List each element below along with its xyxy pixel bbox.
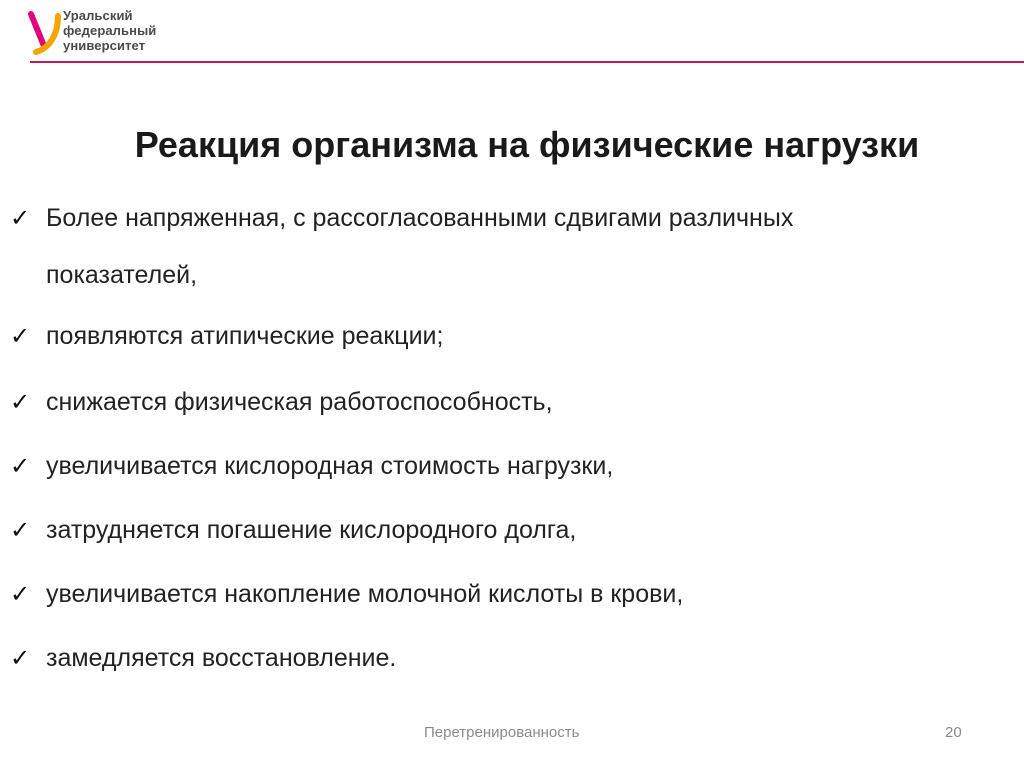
checkmark-icon: ✓ [10, 644, 31, 672]
slide-title: Реакция организма на физические нагрузки [134, 124, 920, 165]
bullet-text-5: затрудняется погашение кислородного долга, [46, 516, 577, 544]
checkmark-icon: ✓ [10, 322, 31, 350]
logo-line-3: университет [63, 38, 146, 53]
checkmark-icon: ✓ [10, 580, 31, 608]
bullet-text-7: замедляется восстановление. [46, 644, 397, 672]
checkmark-icon: ✓ [10, 204, 31, 232]
bullet-text-6: увеличивается накопление молочной кислоты в крови, [46, 580, 684, 608]
bullet-text-3: снижается физическая работоспособность, [46, 388, 553, 416]
checkmark-icon: ✓ [10, 388, 31, 416]
logo-line-2: федеральный [63, 23, 157, 38]
logo-line-1: Уральский [63, 8, 133, 23]
page-number: 20 [945, 724, 962, 741]
checkmark-icon: ✓ [10, 452, 31, 480]
bullet-text-1: Более напряженная, с рассогласованными сдвигами различных [46, 204, 794, 232]
header-divider [30, 61, 1024, 63]
bullet-text-1-cont: показателей, [46, 261, 198, 289]
footer-title: Перетренированность [424, 724, 580, 741]
bullet-text-2: появляются атипические реакции; [46, 322, 444, 350]
university-name [63, 8, 156, 53]
bullet-text-4: увеличивается кислородная стоимость нагрузки, [46, 452, 614, 480]
ufu-logo-mark-icon [28, 8, 62, 56]
checkmark-icon: ✓ [10, 516, 31, 544]
university-logo [28, 6, 228, 58]
